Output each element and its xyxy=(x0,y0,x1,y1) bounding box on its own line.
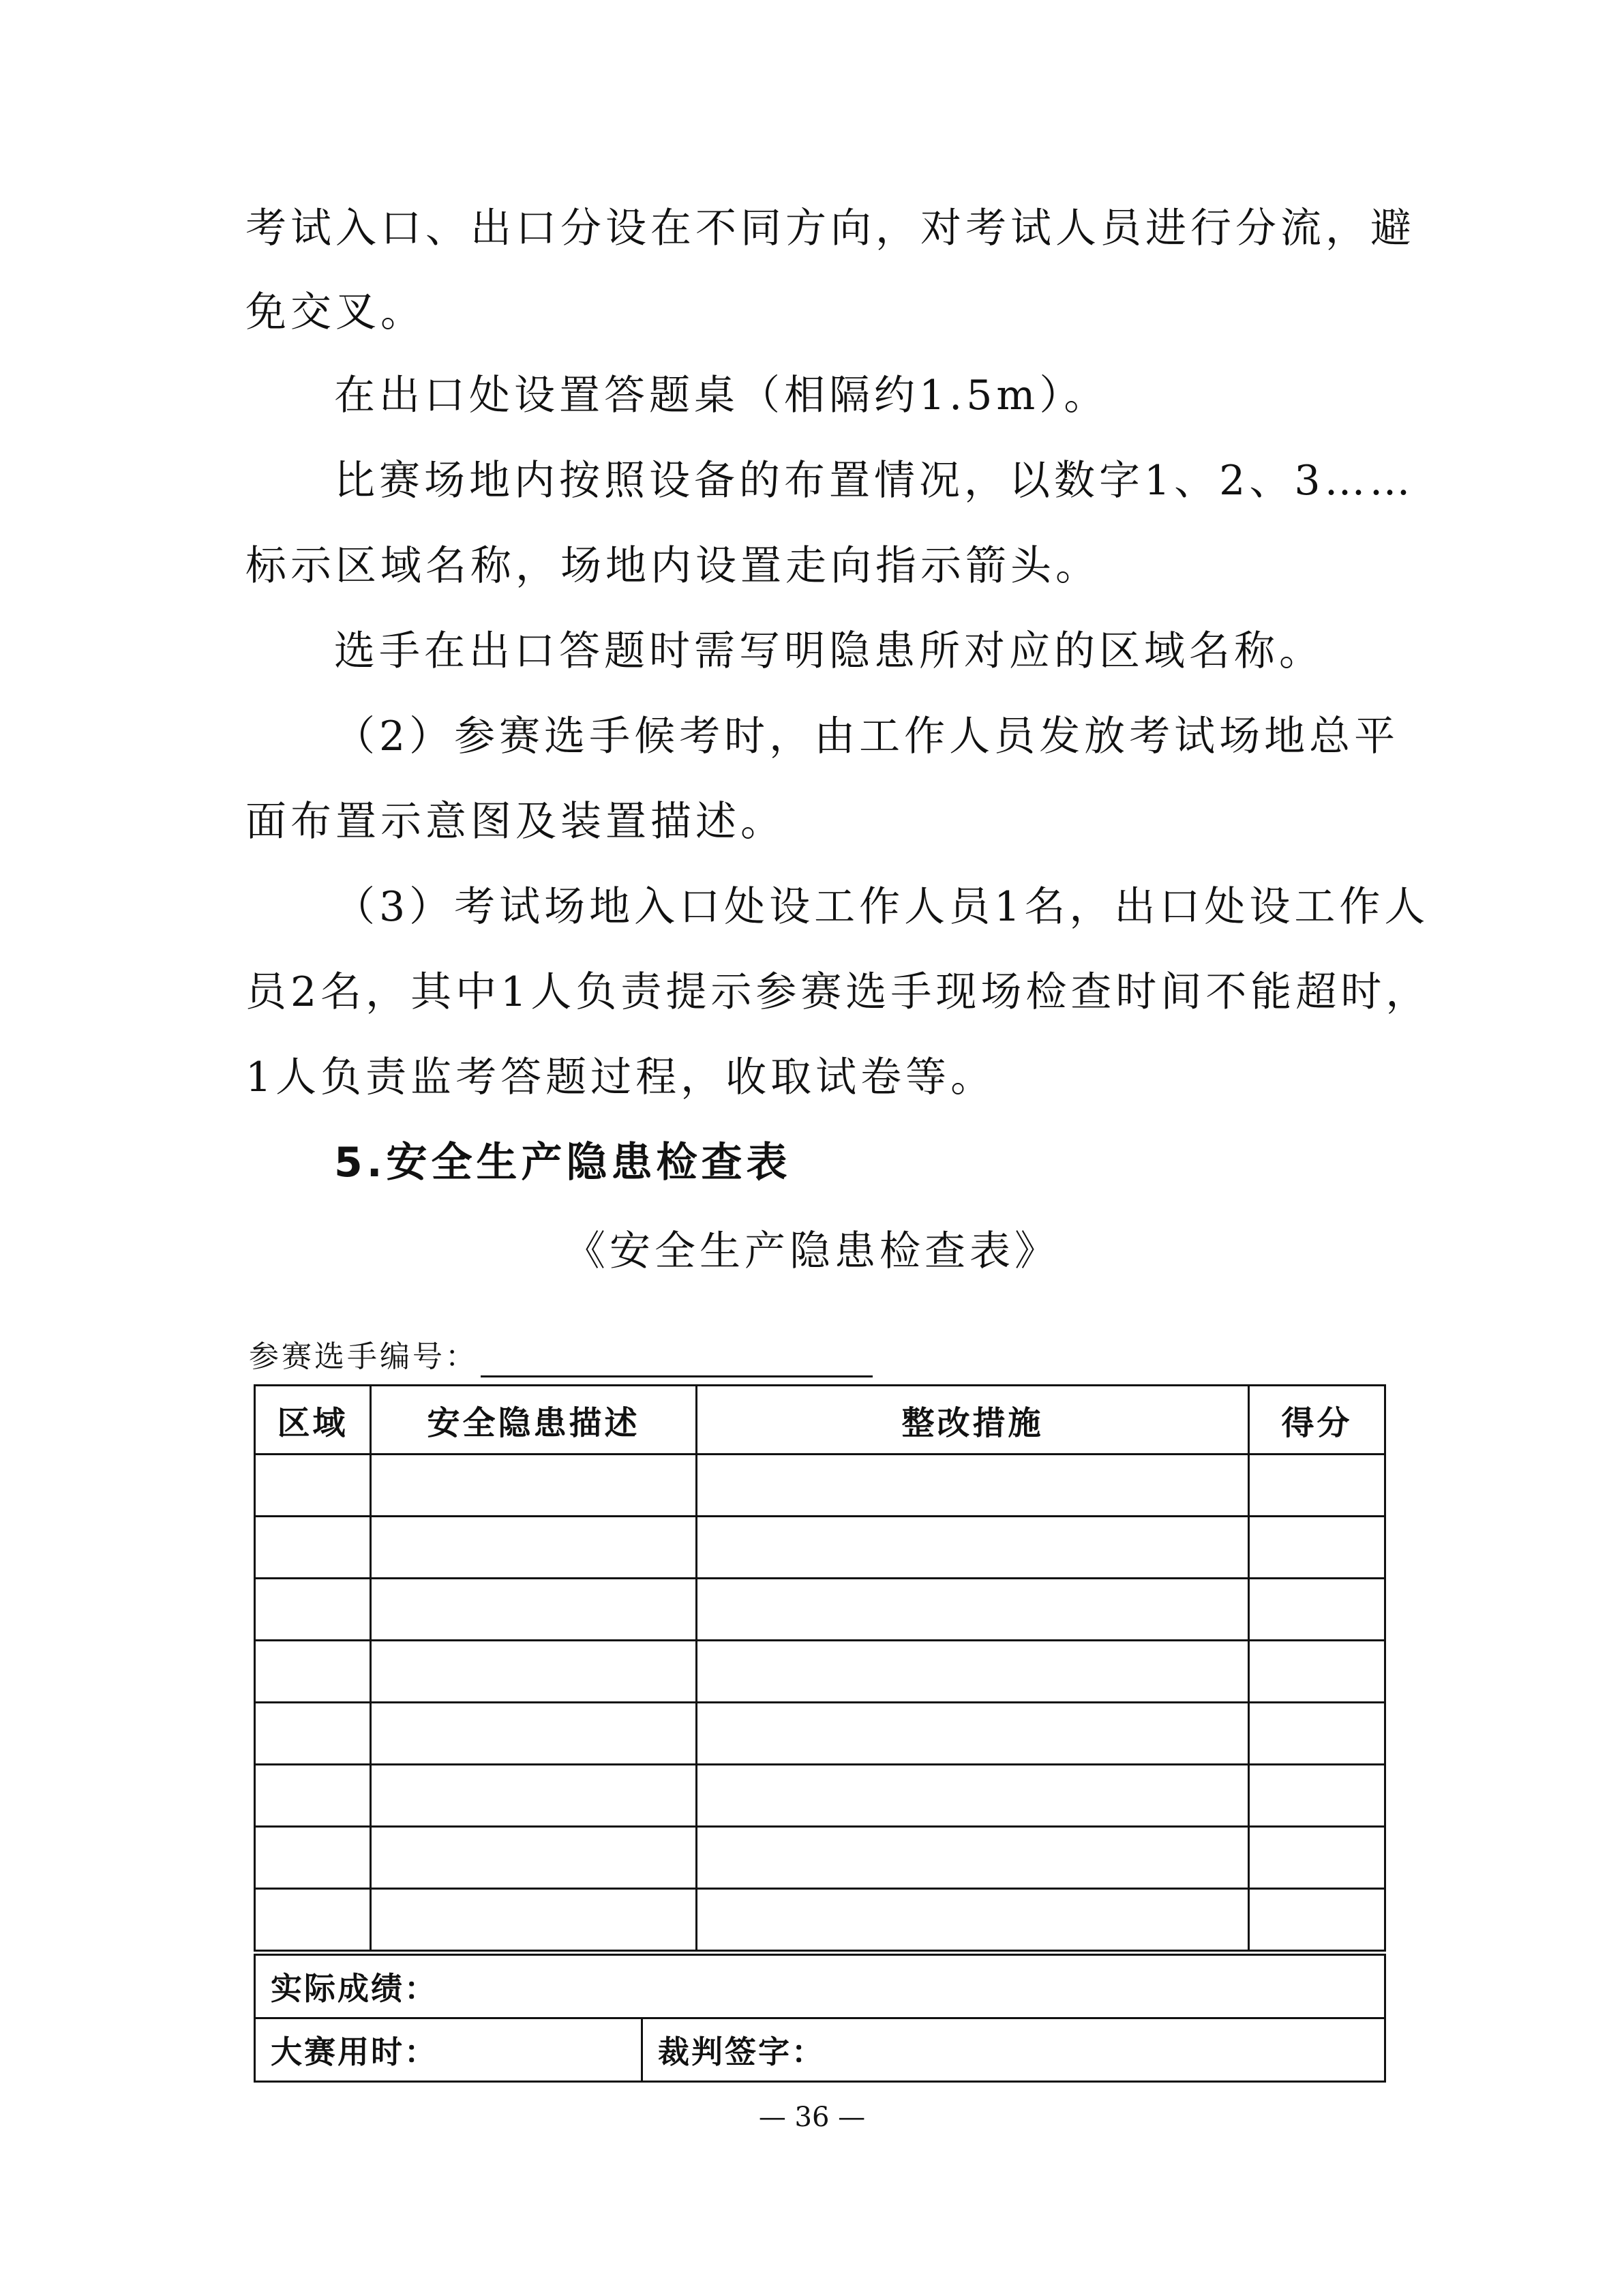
table-row xyxy=(255,1455,1385,1517)
cell-description[interactable] xyxy=(371,1827,697,1889)
player-number-label: 参赛选手编号： xyxy=(249,1339,478,1374)
judge-signature-label: 裁判签字： xyxy=(658,2033,825,2070)
cell-score[interactable] xyxy=(1249,1827,1385,1889)
paragraph-line-11: 1人负责监考答题过程，收取试卷等。 xyxy=(245,1054,996,1101)
table-row xyxy=(255,1827,1385,1889)
table-row xyxy=(255,1641,1385,1703)
paragraph-line-5: 标示区域名称，场地内设置走向指示箭头。 xyxy=(245,542,1100,590)
time-used-label: 大赛用时： xyxy=(271,2033,438,2070)
paragraph-line-7: （2）参赛选手候考时，由工作人员发放考试场地总平 xyxy=(334,713,1400,760)
cell-area[interactable] xyxy=(255,1889,371,1951)
cell-area[interactable] xyxy=(255,1827,371,1889)
cell-area[interactable] xyxy=(255,1579,371,1641)
cell-description[interactable] xyxy=(371,1765,697,1827)
table-row xyxy=(255,1889,1385,1951)
cell-description[interactable] xyxy=(371,1889,697,1951)
table-row xyxy=(255,1579,1385,1641)
cell-rectification[interactable] xyxy=(697,1765,1249,1827)
paragraph-line-2: 免交叉。 xyxy=(245,288,425,336)
actual-score-row xyxy=(255,1955,1385,2018)
header-hazard-description: 安全隐患描述 xyxy=(371,1386,697,1455)
cell-description[interactable] xyxy=(371,1641,697,1703)
header-area: 区域 xyxy=(255,1386,371,1455)
table-row xyxy=(255,1765,1385,1827)
cell-score[interactable] xyxy=(1249,1889,1385,1951)
player-number-field[interactable] xyxy=(481,1375,873,1377)
cell-area[interactable] xyxy=(255,1703,371,1765)
cell-score[interactable] xyxy=(1249,1765,1385,1827)
time-and-signature-row xyxy=(255,2018,1385,2082)
paragraph-line-4: 比赛场地内按照设备的布置情况，以数字1、2、3…… xyxy=(334,457,1415,505)
cell-description[interactable] xyxy=(371,1517,697,1579)
cell-description[interactable] xyxy=(371,1579,697,1641)
cell-score[interactable] xyxy=(1249,1641,1385,1703)
cell-area[interactable] xyxy=(255,1455,371,1517)
page-number: — 36 — xyxy=(758,2102,866,2133)
section-heading: 5.安全生产隐患检查表 xyxy=(334,1139,792,1187)
paragraph-line-3: 在出口处设置答题桌（相隔约1.5m）。 xyxy=(334,372,1109,419)
paragraph-line-8: 面布置示意图及装置描述。 xyxy=(245,798,785,846)
cell-description[interactable] xyxy=(371,1455,697,1517)
table-row xyxy=(255,1517,1385,1579)
cell-rectification[interactable] xyxy=(697,1889,1249,1951)
actual-score-label: 实际成绩： xyxy=(271,1970,438,2007)
header-rectification: 整改措施 xyxy=(697,1386,1249,1455)
cell-rectification[interactable] xyxy=(697,1827,1249,1889)
cell-area[interactable] xyxy=(255,1765,371,1827)
paragraph-line-9: （3）考试场地入口处设工作人员1名，出口处设工作人 xyxy=(334,883,1430,931)
cell-score[interactable] xyxy=(1249,1455,1385,1517)
cell-score[interactable] xyxy=(1249,1517,1385,1579)
judge-signature-cell[interactable] xyxy=(642,2018,1385,2082)
paragraph-line-10: 员2名，其中1人负责提示参赛选手现场检查时间不能超时， xyxy=(245,968,1431,1016)
table-row xyxy=(255,1703,1385,1765)
cell-area[interactable] xyxy=(255,1517,371,1579)
paragraph-line-1: 考试入口、出口分设在不同方向，对考试人员进行分流，避 xyxy=(245,205,1415,252)
cell-description[interactable] xyxy=(371,1703,697,1765)
cell-rectification[interactable] xyxy=(697,1517,1249,1579)
cell-score[interactable] xyxy=(1249,1579,1385,1641)
cell-area[interactable] xyxy=(255,1641,371,1703)
actual-score-cell[interactable] xyxy=(255,1955,1385,2018)
header-score: 得分 xyxy=(1249,1386,1385,1455)
cell-rectification[interactable] xyxy=(697,1455,1249,1517)
cell-rectification[interactable] xyxy=(697,1579,1249,1641)
hazard-table-footer xyxy=(254,1954,1386,2083)
hazard-check-table xyxy=(254,1384,1386,1952)
cell-score[interactable] xyxy=(1249,1703,1385,1765)
cell-rectification[interactable] xyxy=(697,1641,1249,1703)
paragraph-line-6: 选手在出口答题时需写明隐患所对应的区域名称。 xyxy=(334,627,1324,675)
time-used-cell[interactable] xyxy=(255,2018,642,2082)
table-title: 《安全生产隐患检查表》 xyxy=(565,1227,1059,1275)
table-header-row xyxy=(255,1386,1385,1455)
cell-rectification[interactable] xyxy=(697,1703,1249,1765)
